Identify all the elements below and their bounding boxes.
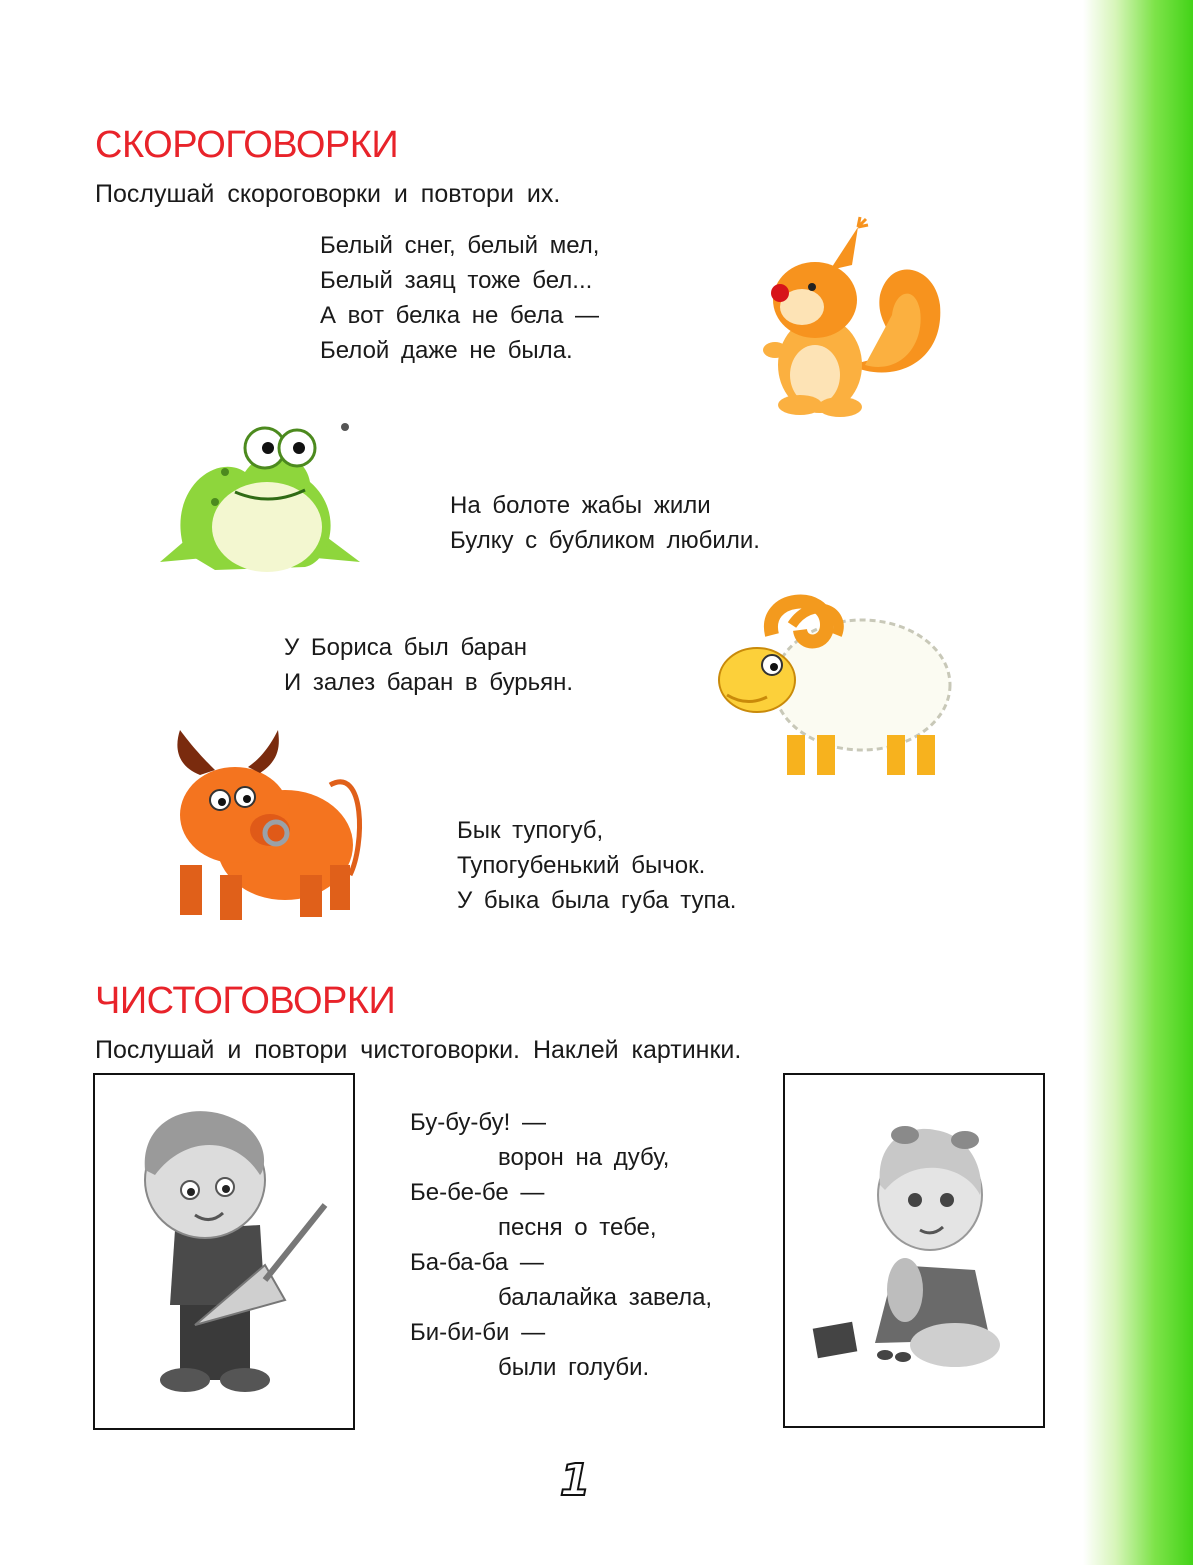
verse-line: ворон на дубу, <box>498 1144 670 1171</box>
sticker-frame-left <box>93 1073 355 1430</box>
girl-doll-illustration <box>785 1075 1043 1426</box>
boy-balalaika-illustration <box>95 1075 353 1428</box>
verse-line: Тупогубенький бычок. <box>457 852 706 879</box>
verse-line: песня о тебе, <box>498 1214 657 1241</box>
heading-skorogovorki: СКОРОГОВОРКИ <box>95 124 399 166</box>
heading-chistogovorki: ЧИСТОГОВОРКИ <box>95 980 396 1022</box>
squirrel-illustration <box>740 215 945 425</box>
verse-baran <box>284 630 573 700</box>
verse-line: Бе-бе-бе — <box>410 1179 545 1206</box>
verse-line: балалайка завела, <box>498 1284 713 1311</box>
verse-chistogovorki <box>410 1105 712 1385</box>
verse-line: А вот белка не бела — <box>320 302 600 329</box>
sticker-frame-right <box>783 1073 1045 1428</box>
ram-illustration <box>712 585 954 790</box>
verse-line: Белый заяц тоже бел... <box>320 267 593 294</box>
green-side-strip <box>1083 0 1193 1565</box>
verse-belka <box>320 228 599 368</box>
bull-illustration <box>150 725 368 935</box>
verse-line: Ба-ба-ба — <box>410 1249 544 1276</box>
instruction-skorogovorki: Послушай скороговорки и повтори их. <box>95 180 561 208</box>
frog-illustration <box>155 412 365 574</box>
page-number: 1 <box>559 1455 591 1506</box>
instruction-chistogovorki: Послушай и повтори чистоговорки. Наклей картинки. <box>95 1036 742 1064</box>
verse-line: Бу-бу-бу! — <box>410 1109 546 1136</box>
verse-line: У быка была губа тупа. <box>457 887 737 914</box>
verse-line: На болоте жабы жили <box>450 492 711 519</box>
verse-line: были голуби. <box>498 1354 650 1381</box>
verse-line: Би-би-би — <box>410 1319 546 1346</box>
verse-zhaby <box>450 488 760 558</box>
verse-byk <box>457 813 736 918</box>
verse-line: Белой даже не была. <box>320 337 573 364</box>
verse-line: Булку с бубликом любили. <box>450 527 760 554</box>
verse-line: Белый снег, белый мел, <box>320 232 600 259</box>
verse-line: Бык тупогуб, <box>457 817 604 844</box>
verse-line: И залез баран в бурьян. <box>284 669 574 696</box>
verse-line: У Бориса был баран <box>284 634 527 661</box>
